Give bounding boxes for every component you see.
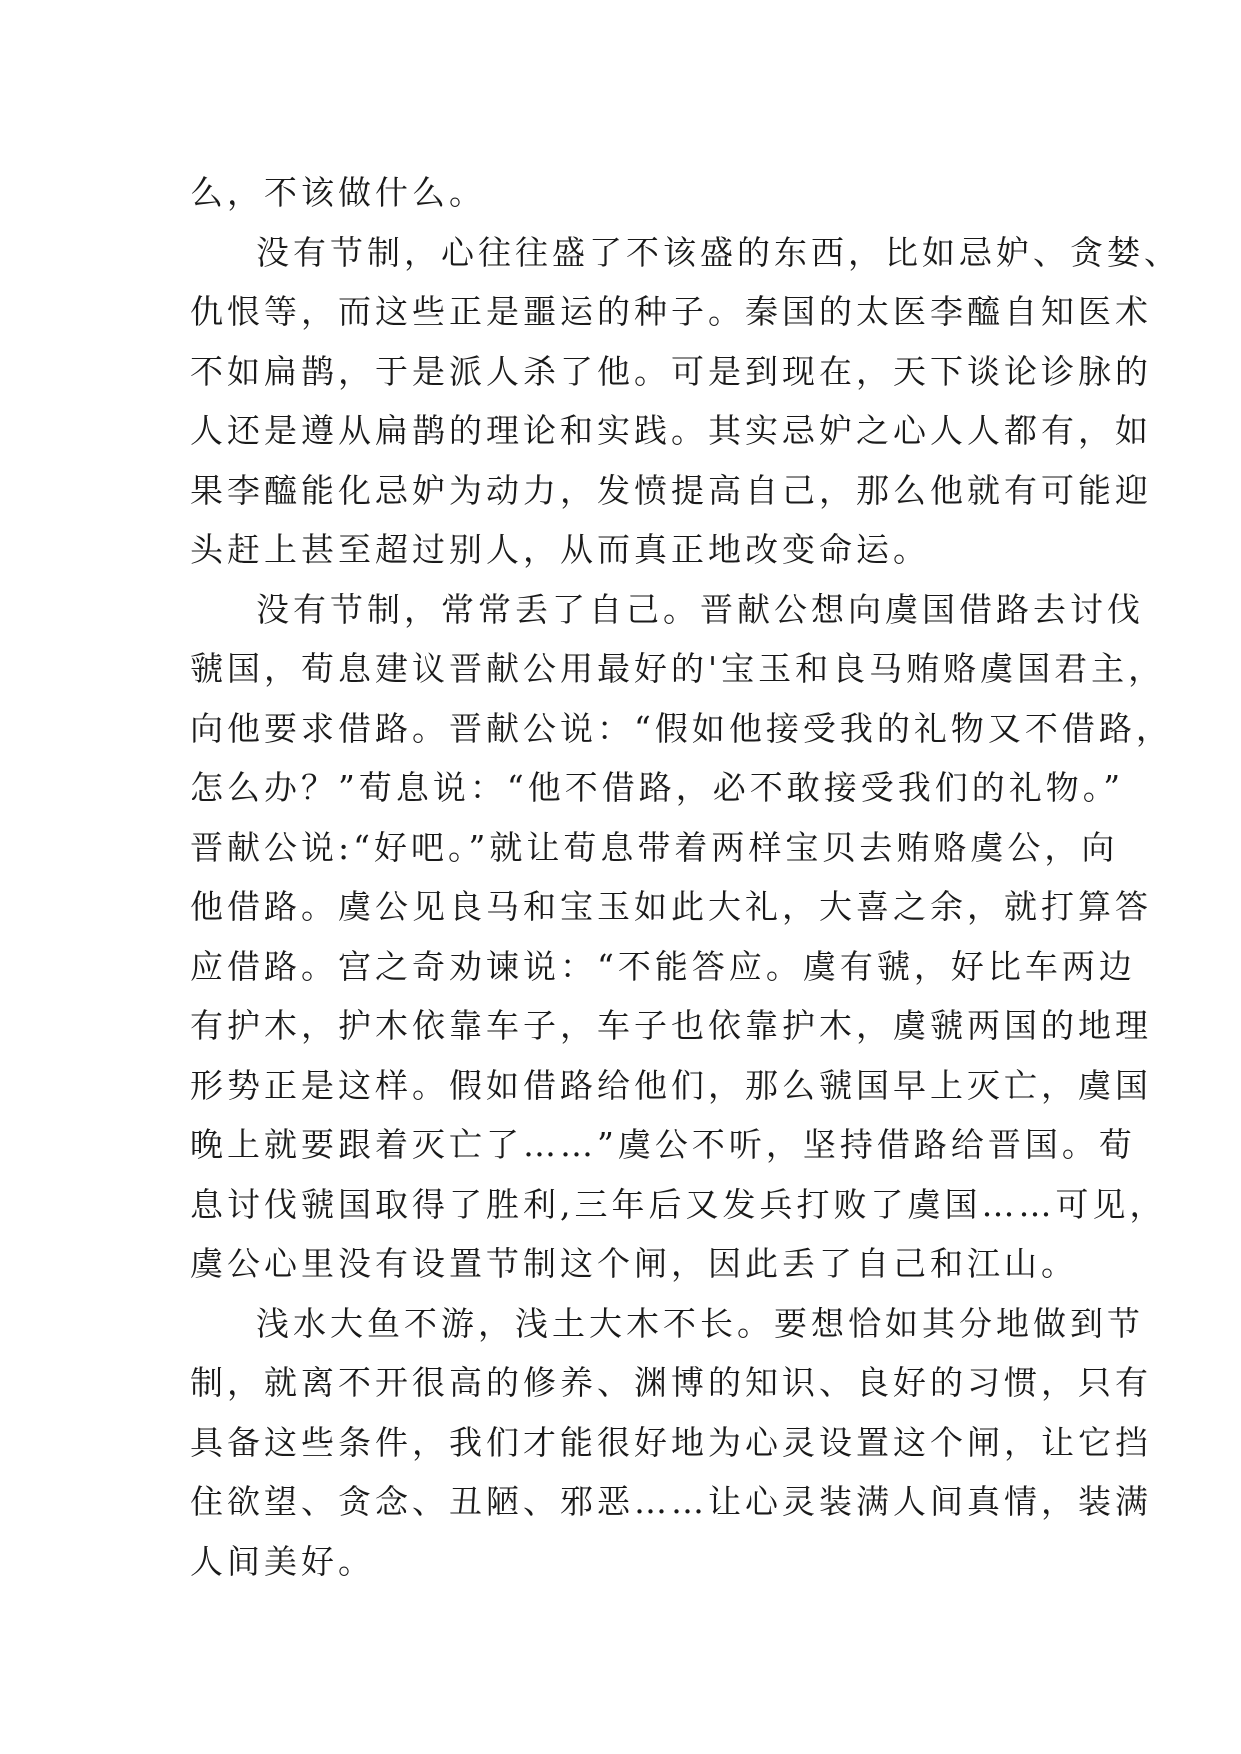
paragraph-line: 仇恨等，而这些正是噩运的种子。秦国的太医李醯自知医术 xyxy=(190,292,1152,331)
paragraph-line: 人还是遵从扁鹊的理论和实践。其实忌妒之心人人都有，如 xyxy=(190,411,1152,450)
paragraph-line: 人间美好。 xyxy=(190,1541,375,1581)
paragraph-line: 怎么办？”荀息说：“他不借路，必不敢接受我们的礼物。” xyxy=(190,768,1125,807)
paragraph-line: 没有节制，常常丢了自己。晋献公想向虞国借路去讨伐 xyxy=(256,589,1144,629)
paragraph-line: 晚上就要跟着灭亡了……”虞公不听，坚持借路给晋国。荀 xyxy=(190,1125,1136,1164)
document-body xyxy=(190,163,1181,1591)
paragraph-line: 息讨伐虢国取得了胜利,三年后又发兵打败了虞国……可见， xyxy=(190,1184,1167,1224)
paragraph-line: 么，不该做什么。 xyxy=(190,173,486,212)
paragraph-line: 浅水大鱼不游，浅土大木不长。要想恰如其分地做到节 xyxy=(256,1303,1144,1343)
paragraph-line: 不如扁鹊，于是派人杀了他。可是到现在，天下谈论诊脉的 xyxy=(190,351,1152,391)
paragraph-line: 晋献公说:“好吧。”就让荀息带着两样宝贝去贿赂虞公，向 xyxy=(190,827,1119,867)
paragraph-line: 虞公心里没有设置节制这个闸，因此丢了自己和江山。 xyxy=(190,1244,1078,1283)
paragraph-line: 形势正是这样。假如借路给他们，那么虢国早上灭亡，虞国 xyxy=(190,1065,1152,1105)
paragraph-line: 住欲望、贪念、丑陋、邪恶……让心灵装满人间真情，装满 xyxy=(190,1482,1152,1521)
paragraph-line: 虢国，荀息建议晋献公用最好的'宝玉和良马贿赂虞国君主， xyxy=(190,649,1166,688)
paragraph-line: 具备这些条件，我们才能很好地为心灵设置这个闸，让它挡 xyxy=(190,1422,1152,1462)
paragraph-line: 制，就离不开很高的修养、渊博的知识、良好的习惯，只有 xyxy=(190,1363,1152,1402)
paragraph-line: 应借路。宫之奇劝谏说：“不能答应。虞有虢，好比车两边 xyxy=(190,946,1136,986)
paragraph-line: 头赶上甚至超过别人，从而真正地改变命运。 xyxy=(190,530,930,569)
paragraph-line: 向他要求借路。晋献公说：“假如他接受我的礼物又不借路， xyxy=(190,708,1173,748)
paragraph-line: 果李醯能化忌妒为动力，发愤提高自己，那么他就有可能迎 xyxy=(190,470,1152,510)
paragraph-line: 有护木，护木依靠车子，车子也依靠护木，虞虢两国的地理 xyxy=(190,1006,1152,1045)
paragraph-line: 他借路。虞公见良马和宝玉如此大礼，大喜之余，就打算答 xyxy=(190,887,1152,926)
paragraph-line: 没有节制，心往往盛了不该盛的东西，比如忌妒、贪婪、 xyxy=(256,232,1181,272)
